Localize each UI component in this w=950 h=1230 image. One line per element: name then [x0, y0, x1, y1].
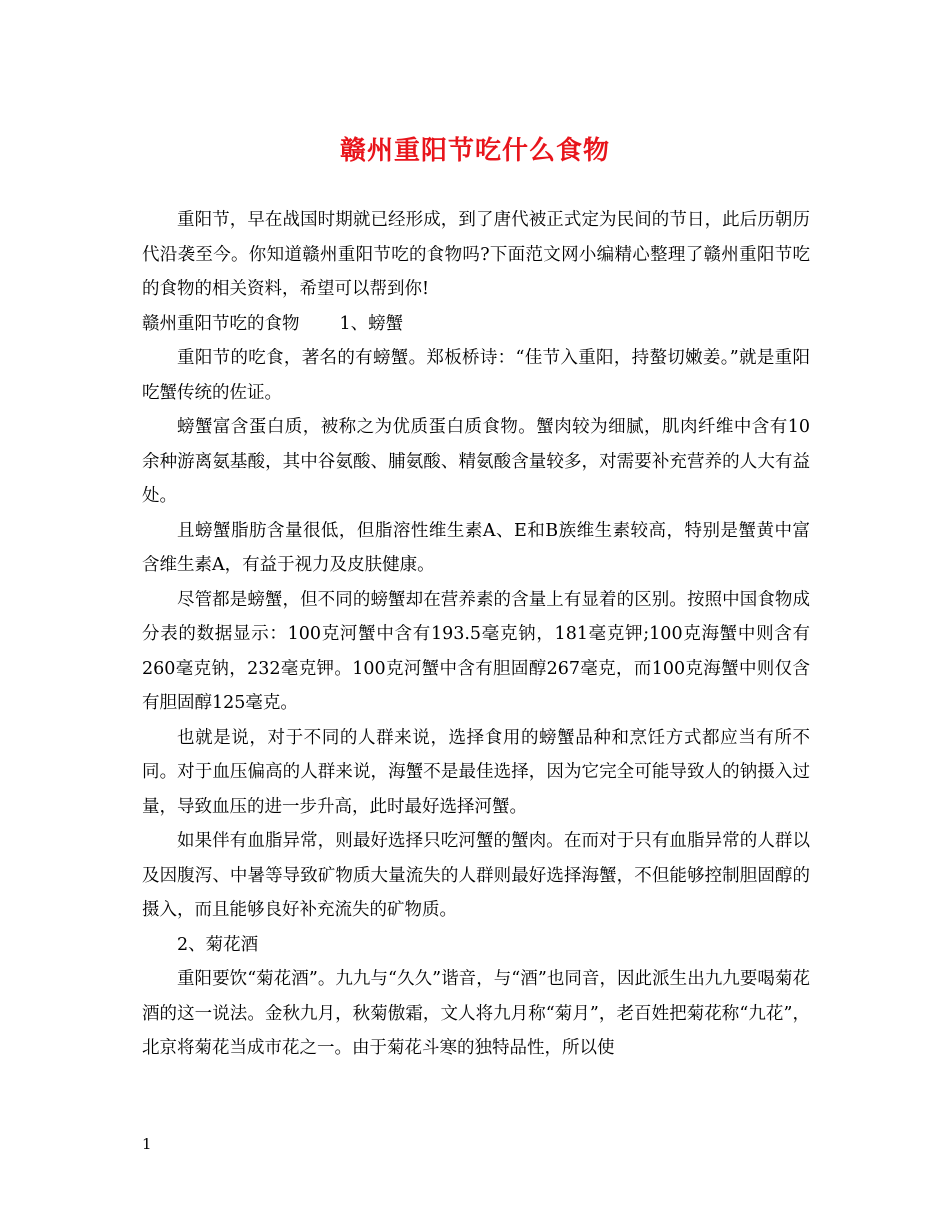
section-label: 赣州重阳节吃的食物 [142, 313, 300, 334]
crab-paragraph-1: 重阳节的吃食，著名的有螃蟹。郑板桥诗：“佳节入重阳，持螯切嫩姜。”就是重阳吃蟹传统的佐证。 [142, 348, 810, 403]
crab-paragraph-4: 尽管都是螃蟹，但不同的螃蟹却在营养素的含量上有显着的区别。按照中国食物成分表的数据显示：100克河蟹中含有193.5毫克钠，181毫克钾;100克海蟹中则含有260毫克钠，232毫克钾。100克河蟹中含有胆固醇267毫克，而100克海蟹中则仅含有胆固醇125毫克。 [142, 589, 810, 713]
section-heading-line [142, 307, 810, 342]
document-title: 赣州重阳节吃什么食物 [339, 136, 610, 166]
chrysanthemum-paragraph: 重阳要饮“菊花酒”。九九与“久久”谐音，与“酒”也同音，因此派生出九九要喝菊花酒的这一说法。金秋九月，秋菊傲霜，文人将九月称“菊月”，老百姓把菊花称“九花”，北京将菊花当成市花之一。由于菊花斗寒的独特品性，所以使 [142, 969, 810, 1058]
page-number: 1 [142, 1135, 152, 1153]
item2-heading: 2、菊花酒 [177, 934, 259, 955]
crab-paragraph-5: 也就是说，对于不同的人群来说，选择食用的螃蟹品种和烹饪方式都应当有所不同。对于血压偏高的人群来说，海蟹不是最佳选择，因为它完全可能导致人的钠摄入过量，导致血压的进一步升高，此时最好选择河蟹。 [142, 727, 810, 817]
document-body [142, 203, 810, 1066]
crab-paragraph-2: 螃蟹富含蛋白质，被称之为优质蛋白质食物。蟹肉较为细腻，肌肉纤维中含有10余种游离氨基酸，其中谷氨酸、脯氨酸、精氨酸含量较多，对需要补充营养的人大有益处。 [142, 417, 810, 506]
item1-heading: 1、螃蟹 [339, 313, 404, 334]
crab-paragraph-6: 如果伴有血脂异常，则最好选择只吃河蟹的蟹肉。在而对于只有血脂异常的人群以及因腹泻、中暑等导致矿物质大量流失的人群则最好选择海蟹，不但能够控制胆固醇的摄入，而且能够良好补充流失的矿物质。 [142, 831, 810, 920]
intro-paragraph: 重阳节，早在战国时期就已经形成，到了唐代被正式定为民间的节日，此后历朝历代沿袭至今。你知道赣州重阳节吃的食物吗?下面范文网小编精心整理了赣州重阳节吃的食物的相关资料，希望可以帮到你! [142, 210, 810, 299]
crab-paragraph-3: 且螃蟹脂肪含量很低，但脂溶性维生素A、E和B族维生素较高，特别是蟹黄中富含维生素A，有益于视力及皮肤健康。 [142, 520, 810, 575]
